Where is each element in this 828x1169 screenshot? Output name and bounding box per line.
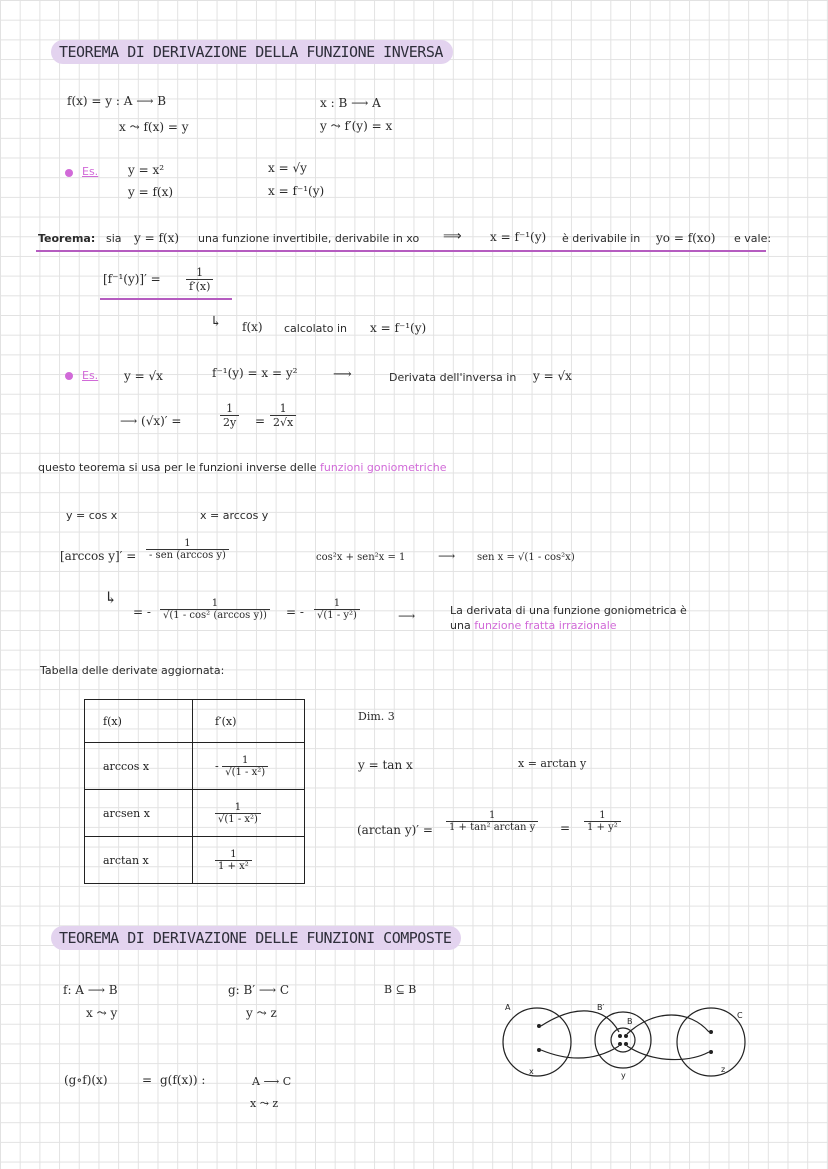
- label-x: x: [529, 1067, 534, 1076]
- comp-r2: x ⤳ z: [250, 1097, 279, 1110]
- line2-eq: = -: [133, 605, 151, 619]
- line2-arrow2-icon: ⟶: [398, 609, 416, 623]
- conclusion-2: [450, 619, 617, 632]
- set-b-prime-circle: [595, 1012, 651, 1068]
- note-x: x = f⁻¹(y): [370, 321, 427, 335]
- line2-num: 1: [211, 598, 219, 609]
- comp-left: (g∘f)(x): [64, 1073, 108, 1087]
- es2-text: Derivata dell'inversa in: [389, 371, 517, 384]
- line2-num2: 1: [333, 598, 341, 609]
- section-title-composite: TEOREMA DI DERIVAZIONE DELLE FUNZIONI COMPOSTE: [51, 926, 461, 950]
- label-b: B: [627, 1017, 633, 1026]
- table-header-fprime: f′(x): [193, 700, 305, 743]
- table-cell-f: arcsen x: [85, 790, 193, 837]
- theorem-underline: [36, 250, 766, 252]
- comp-eq: =: [142, 1073, 153, 1087]
- table-header-row: [85, 700, 305, 743]
- formula-num: 1: [196, 266, 204, 279]
- f-line-2: x ⤳ y: [86, 1006, 118, 1020]
- identity-result: sen x = √(1 - cos²x): [477, 552, 575, 563]
- formula-frac: [186, 266, 213, 293]
- dim-den: 1 + tan² arctan y: [446, 821, 538, 833]
- subset-text: B ⊆ B: [384, 983, 417, 996]
- derivatives-table: [84, 699, 305, 884]
- cos-x: x = arccos y: [200, 509, 269, 522]
- table-header-f: f(x): [85, 700, 193, 743]
- bullet-dot: [65, 169, 73, 177]
- identity-arrow-icon: ⟶: [438, 549, 456, 563]
- dim-left: (arctan y)′ =: [357, 823, 433, 837]
- conclusion-2b: funzione fratta irrazionale: [474, 619, 617, 632]
- usage-pink: funzioni goniometriche: [319, 461, 447, 474]
- es1-c: x = √y: [268, 161, 307, 175]
- es1-a: y = x²: [128, 163, 165, 177]
- point-dot: [709, 1030, 713, 1034]
- label-b-prime: B′: [597, 1003, 605, 1012]
- set-a-circle: [503, 1008, 571, 1076]
- dim-eq: =: [560, 821, 571, 835]
- arccos-num: 1: [184, 538, 191, 549]
- theorem-text: una funzione invertibile, derivabile in xo: [198, 232, 420, 245]
- note-arrow-icon: ↳: [210, 314, 222, 330]
- line2-den2: √(1 - y²): [314, 609, 360, 621]
- table-cell-fprime: [193, 743, 305, 790]
- table-den: 1 + x²: [215, 860, 252, 872]
- table-den: √(1 - x²): [215, 813, 261, 825]
- section-title-inverse: TEOREMA DI DERIVAZIONE DELLA FUNZIONE INVERSA: [51, 40, 453, 64]
- label-z: z: [721, 1065, 726, 1074]
- point-dot: [709, 1050, 713, 1054]
- arccos-den: - sen (arccos y): [146, 549, 229, 561]
- theorem-fx: y = f(x): [134, 231, 180, 245]
- cos-y: y = cos x: [66, 509, 118, 522]
- g-line-1: g: B′ ⟶ C: [228, 983, 290, 997]
- table-cell-f: arctan x: [85, 837, 193, 884]
- point-dot: [537, 1048, 541, 1052]
- arrow-curve: [541, 1011, 619, 1032]
- table-sign: -: [215, 759, 219, 772]
- es-label: Es.: [82, 165, 99, 178]
- comp-mid: g(f(x)) :: [160, 1073, 206, 1087]
- theorem-vale: e vale:: [734, 232, 772, 245]
- dim-den2: 1 + y²: [584, 821, 621, 833]
- inv-line-2: y ⤳ f′(y) = x: [320, 119, 393, 133]
- note-fx: f(x): [242, 320, 263, 334]
- formula-den: f′(x): [186, 279, 213, 293]
- line2-den: √(1 - cos² (arccos y)): [160, 609, 270, 621]
- es2-frac2: [270, 402, 296, 429]
- conclusion-1: La derivata di una funzione goniometrica è: [450, 604, 687, 617]
- g-line-2: y ⤳ z: [246, 1006, 277, 1020]
- line2-arrow-icon: ↳: [104, 588, 118, 607]
- arrow-curve: [627, 1046, 709, 1060]
- table-row: [85, 790, 305, 837]
- theorem-sia: sia: [106, 232, 122, 245]
- note-calc: calcolato in: [284, 322, 347, 335]
- dim-frac2: [584, 810, 621, 833]
- conclusion-2a: una: [450, 619, 471, 632]
- theorem-deriv: è derivabile in: [562, 232, 641, 245]
- es1-b: y = f(x): [128, 185, 174, 199]
- def-line-2: x ⤳ f(x) = y: [119, 120, 189, 134]
- dim-num2: 1: [599, 810, 606, 821]
- table-num: 1: [230, 848, 237, 860]
- theorem-y0: yo = f(xo): [656, 231, 716, 245]
- table-cell-fprime: [193, 790, 305, 837]
- bullet-dot: [65, 372, 73, 380]
- dim-label: Dim. 3: [358, 710, 395, 723]
- formula-underline: [100, 298, 232, 300]
- composition-diagram: [495, 998, 755, 1083]
- inv-line-1: x : B ⟶ A: [320, 96, 381, 110]
- table-num: 1: [241, 754, 249, 766]
- theorem-x: x = f⁻¹(y): [490, 230, 547, 244]
- f-line-1: f: A ⟶ B: [63, 983, 118, 997]
- line2-frac2: [314, 598, 360, 621]
- theorem-label: Teorema:: [38, 232, 96, 245]
- table-cell-f: arccos x: [85, 743, 193, 790]
- table-row: [85, 837, 305, 884]
- table-cell-fprime: [193, 837, 305, 884]
- es2-y2: y = √x: [533, 369, 572, 383]
- es2-inv: f⁻¹(y) = x = y²: [212, 366, 298, 380]
- point-dot: [624, 1034, 628, 1038]
- table-den: √(1 - x²): [222, 766, 268, 778]
- dim-frac: [446, 810, 538, 833]
- theorem-arrow: ⟹: [443, 229, 462, 244]
- dim-x: x = arctan y: [518, 757, 587, 770]
- es2-arrow-icon: ⟶: [333, 367, 352, 382]
- table-title: Tabella delle derivate aggiornata:: [40, 664, 225, 677]
- es2-y: y = √x: [124, 369, 163, 383]
- point-dot: [624, 1042, 628, 1046]
- es2-eq: =: [255, 414, 266, 428]
- label-c: C: [737, 1011, 743, 1020]
- es2-den1: 2y: [220, 415, 239, 429]
- dim-num: 1: [488, 810, 496, 821]
- set-c-circle: [677, 1008, 745, 1076]
- comp-r1: A ⟶ C: [252, 1075, 292, 1088]
- es2-num2: 1: [279, 402, 287, 415]
- arrow-curve: [541, 1046, 619, 1058]
- es-label: Es.: [82, 369, 99, 382]
- formula-left: [f⁻¹(y)]′ =: [103, 272, 161, 286]
- arccos-left: [arccos y]′ =: [60, 549, 137, 563]
- es2-line2-left: ⟶ (√x)′ =: [120, 414, 182, 428]
- label-y: y: [621, 1071, 626, 1080]
- es1-d: x = f⁻¹(y): [268, 184, 325, 198]
- usage-text: [38, 461, 447, 474]
- usage-main: questo teorema si usa per le funzioni inverse delle: [38, 461, 317, 474]
- dim-y: y = tan x: [358, 758, 413, 772]
- point-dot: [618, 1034, 622, 1038]
- es2-frac1: [220, 402, 239, 429]
- table-row: [85, 743, 305, 790]
- es2-num1: 1: [226, 402, 234, 415]
- point-dot: [618, 1042, 622, 1046]
- identity: cos²x + sen²x = 1: [316, 552, 406, 563]
- label-a: A: [505, 1003, 511, 1012]
- line2-frac: [160, 598, 270, 621]
- table-num: 1: [234, 801, 242, 813]
- def-line-1: f(x) = y : A ⟶ B: [67, 94, 167, 108]
- point-dot: [537, 1024, 541, 1028]
- line2-eq2: = -: [286, 605, 304, 619]
- arccos-frac: [146, 538, 229, 561]
- es2-den2: 2√x: [270, 415, 296, 429]
